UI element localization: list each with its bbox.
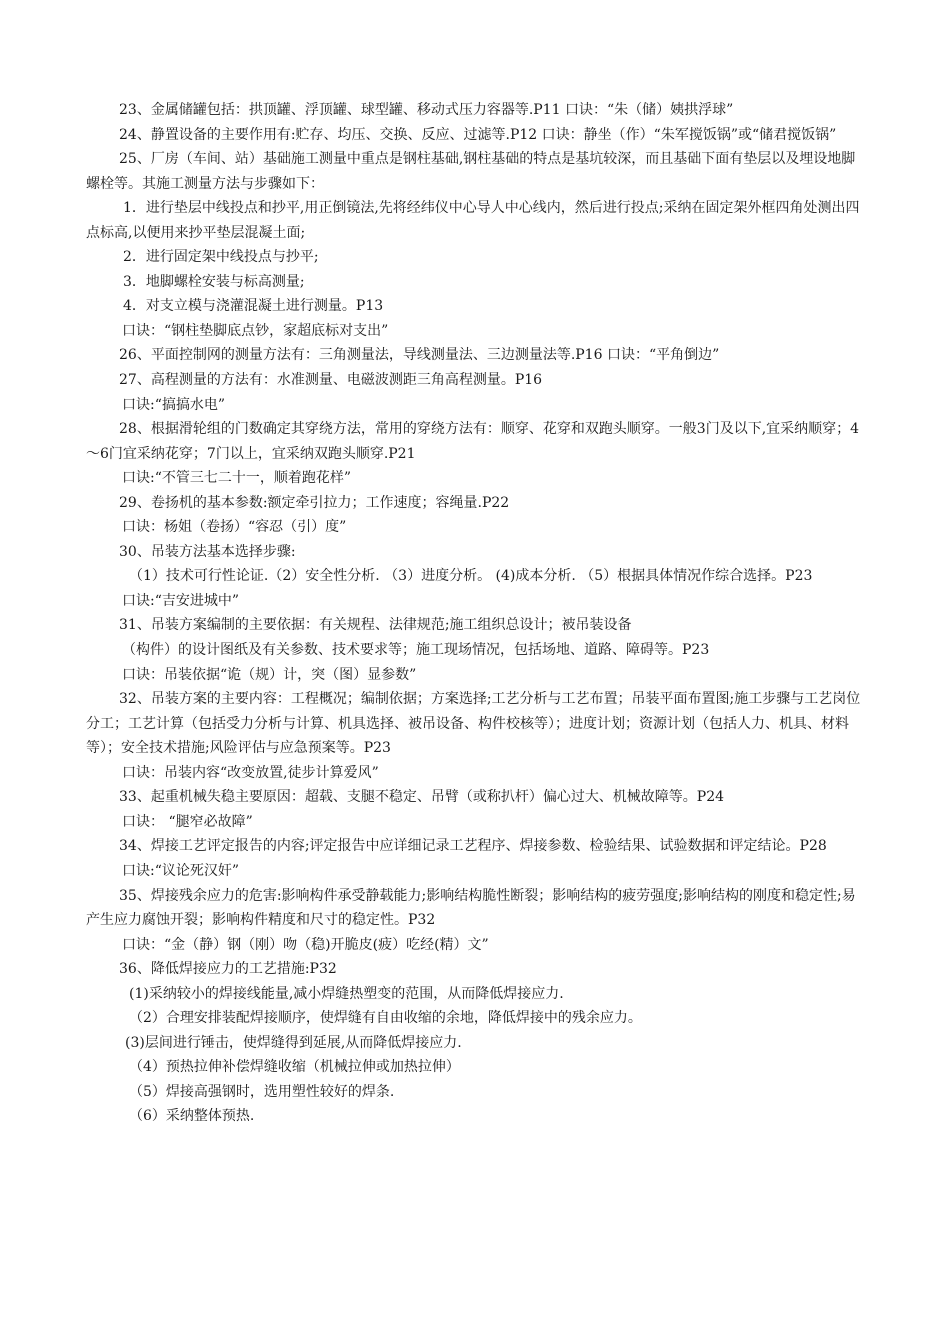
- mnemonic-28: 口诀:“不管三七二十一，顺着跑花样”: [122, 470, 352, 487]
- paragraph-24: 24、静置设备的主要作用有:贮存、均压、交换、反应、过滤等.P12 口诀：静坐（作）“朱军搅饭锅”或“储君搅饭锅”: [119, 126, 837, 143]
- step-1: 1．进行垫层中线投点和抄平,用正倒镜法,先将经纬仪中心导人中心线内，然后进行投点;采纳在固定架外框四角处测出四点标高,以便用来抄平垫层混凝土面;: [86, 200, 860, 241]
- measure-3: (3)层间进行锤击，使焊缝得到延展,从而降低焊接应力.: [125, 1034, 462, 1051]
- paragraph-25: 25、厂房（车间、站）基础施工测量中重点是钢柱基础,钢柱基础的特点是基坑较深，而且基础下面有垫层以及埋设地脚螺栓等。其施工测量方法与步骤如下：: [86, 151, 856, 192]
- measure-4: （4）预热拉伸补偿焊缝收缩（机械拉伸或加热拉伸）: [129, 1059, 460, 1076]
- mnemonic-33: 口诀： “腿窄必故障”: [122, 813, 253, 830]
- paragraph-29: 29、卷扬机的基本参数:额定牵引拉力；工作速度；容绳量.P22: [119, 494, 510, 511]
- paragraph-32: 32、吊装方案的主要内容：工程概况；编制依据；方案选择;工艺分析与工艺布置；吊装平面布置图;施工步骤与工艺岗位分工；工艺计算（包括受力分析与计算、机具选择、被吊设备、构件校核等）；进度计划；资源计划（包括人力、机具、材料等）；安全技术措施;风险评估与应急预案等。P23: [86, 691, 861, 757]
- paragraph-28: 28、根据滑轮组的门数确定其穿绕方法，常用的穿绕方法有：顺穿、花穿和双跑头顺穿。一般3门及以下,宜采纳顺穿；4～6门宜采纳花穿；7门以上，宜采纳双跑头顺穿.P21: [86, 421, 860, 462]
- measure-2: （2）合理安排装配焊接顺序，使焊缝有自由收缩的余地，降低焊接中的残余应力。: [129, 1010, 642, 1027]
- paragraph-27: 27、高程测量的方法有：水准测量、电磁波测距三角高程测量。P16: [119, 372, 543, 389]
- paragraph-23: 23、金属储罐包括：拱顶罐、浮顶罐、球型罐、移动式压力容器等.P11 口诀：“朱（储）姨拱浮球”: [119, 102, 734, 118]
- step-4: 4．对支立模与浇灌混凝土进行测量。P13: [123, 298, 384, 315]
- measure-1: (1)采纳较小的焊接线能量,减小焊缝热塑变的范围，从而降低焊接应力.: [129, 985, 564, 1002]
- paragraph-34: 34、焊接工艺评定报告的内容;评定报告中应详细记录工艺程序、焊接参数、检验结果、试验数据和评定结论。P28: [119, 838, 827, 855]
- mnemonic-35: 口诀：“金（静）钢（刚）吻（稳)开脆皮(疲）吃经(精）文”: [122, 936, 489, 953]
- paragraph-35: 35、焊接残余应力的危害:影响构件承受静载能力;影响结构脆性断裂；影响结构的疲劳强度;影响结构的刚度和稳定性;易产生应力腐蚀开裂；影响构件精度和尺寸的稳定性。P32: [86, 887, 856, 929]
- paragraph-30: 30、吊装方法基本选择步骤:: [119, 543, 296, 560]
- measure-5: （5）焊接高强钢时，选用塑性较好的焊条.: [129, 1083, 395, 1100]
- paragraph-31: 31、吊装方案编制的主要依据：有关规程、法律规范;施工组织总设计；被吊装设备: [119, 617, 632, 634]
- step-2: 2．进行固定架中线投点与抄平;: [123, 249, 319, 266]
- steps-30: （1）技术可行性论证.（2）安全性分析. （3）进度分析。 (4)成本分析. （5）根据具体情况作综合选择。P23: [129, 568, 813, 585]
- measure-6: （6）采纳整体预热.: [129, 1108, 255, 1125]
- paragraph-26: 26、平面控制网的测量方法有：三角测量法，导线测量法、三边测量法等.P16 口诀：“平角倒边”: [119, 347, 720, 364]
- mnemonic-31: 口诀：吊装依据“诡（规）计，突（图）显参数”: [122, 666, 417, 683]
- mnemonic-27: 口诀:“搞搞水电”: [122, 396, 226, 413]
- mnemonic-29: 口诀：杨姐（卷扬）“容忍（引）度”: [122, 519, 347, 536]
- paragraph-31-cont: （构件）的设计图纸及有关参数、技术要求等；施工现场情况，包括场地、道路、障碍等。P23: [122, 642, 710, 659]
- step-3: 3．地脚螺栓安装与标高测量;: [123, 273, 305, 290]
- paragraph-33: 33、起重机械失稳主要原因：超载、支腿不稳定、吊臂（或称扒杆）偏心过大、机械故障等。P24: [119, 789, 725, 806]
- mnemonic-25: 口诀：“钢柱垫脚底点钞，家超底标对支出”: [122, 322, 389, 339]
- paragraph-36: 36、降低焊接应力的工艺措施:P32: [119, 961, 337, 978]
- mnemonic-32: 口诀：吊装内容“改变放置,徒步计算爱风”: [122, 764, 379, 781]
- mnemonic-34: 口诀:“议论死汉奸”: [122, 862, 240, 879]
- document-body: [86, 98, 862, 1129]
- mnemonic-30: 口诀:“吉安进城中”: [122, 592, 240, 609]
